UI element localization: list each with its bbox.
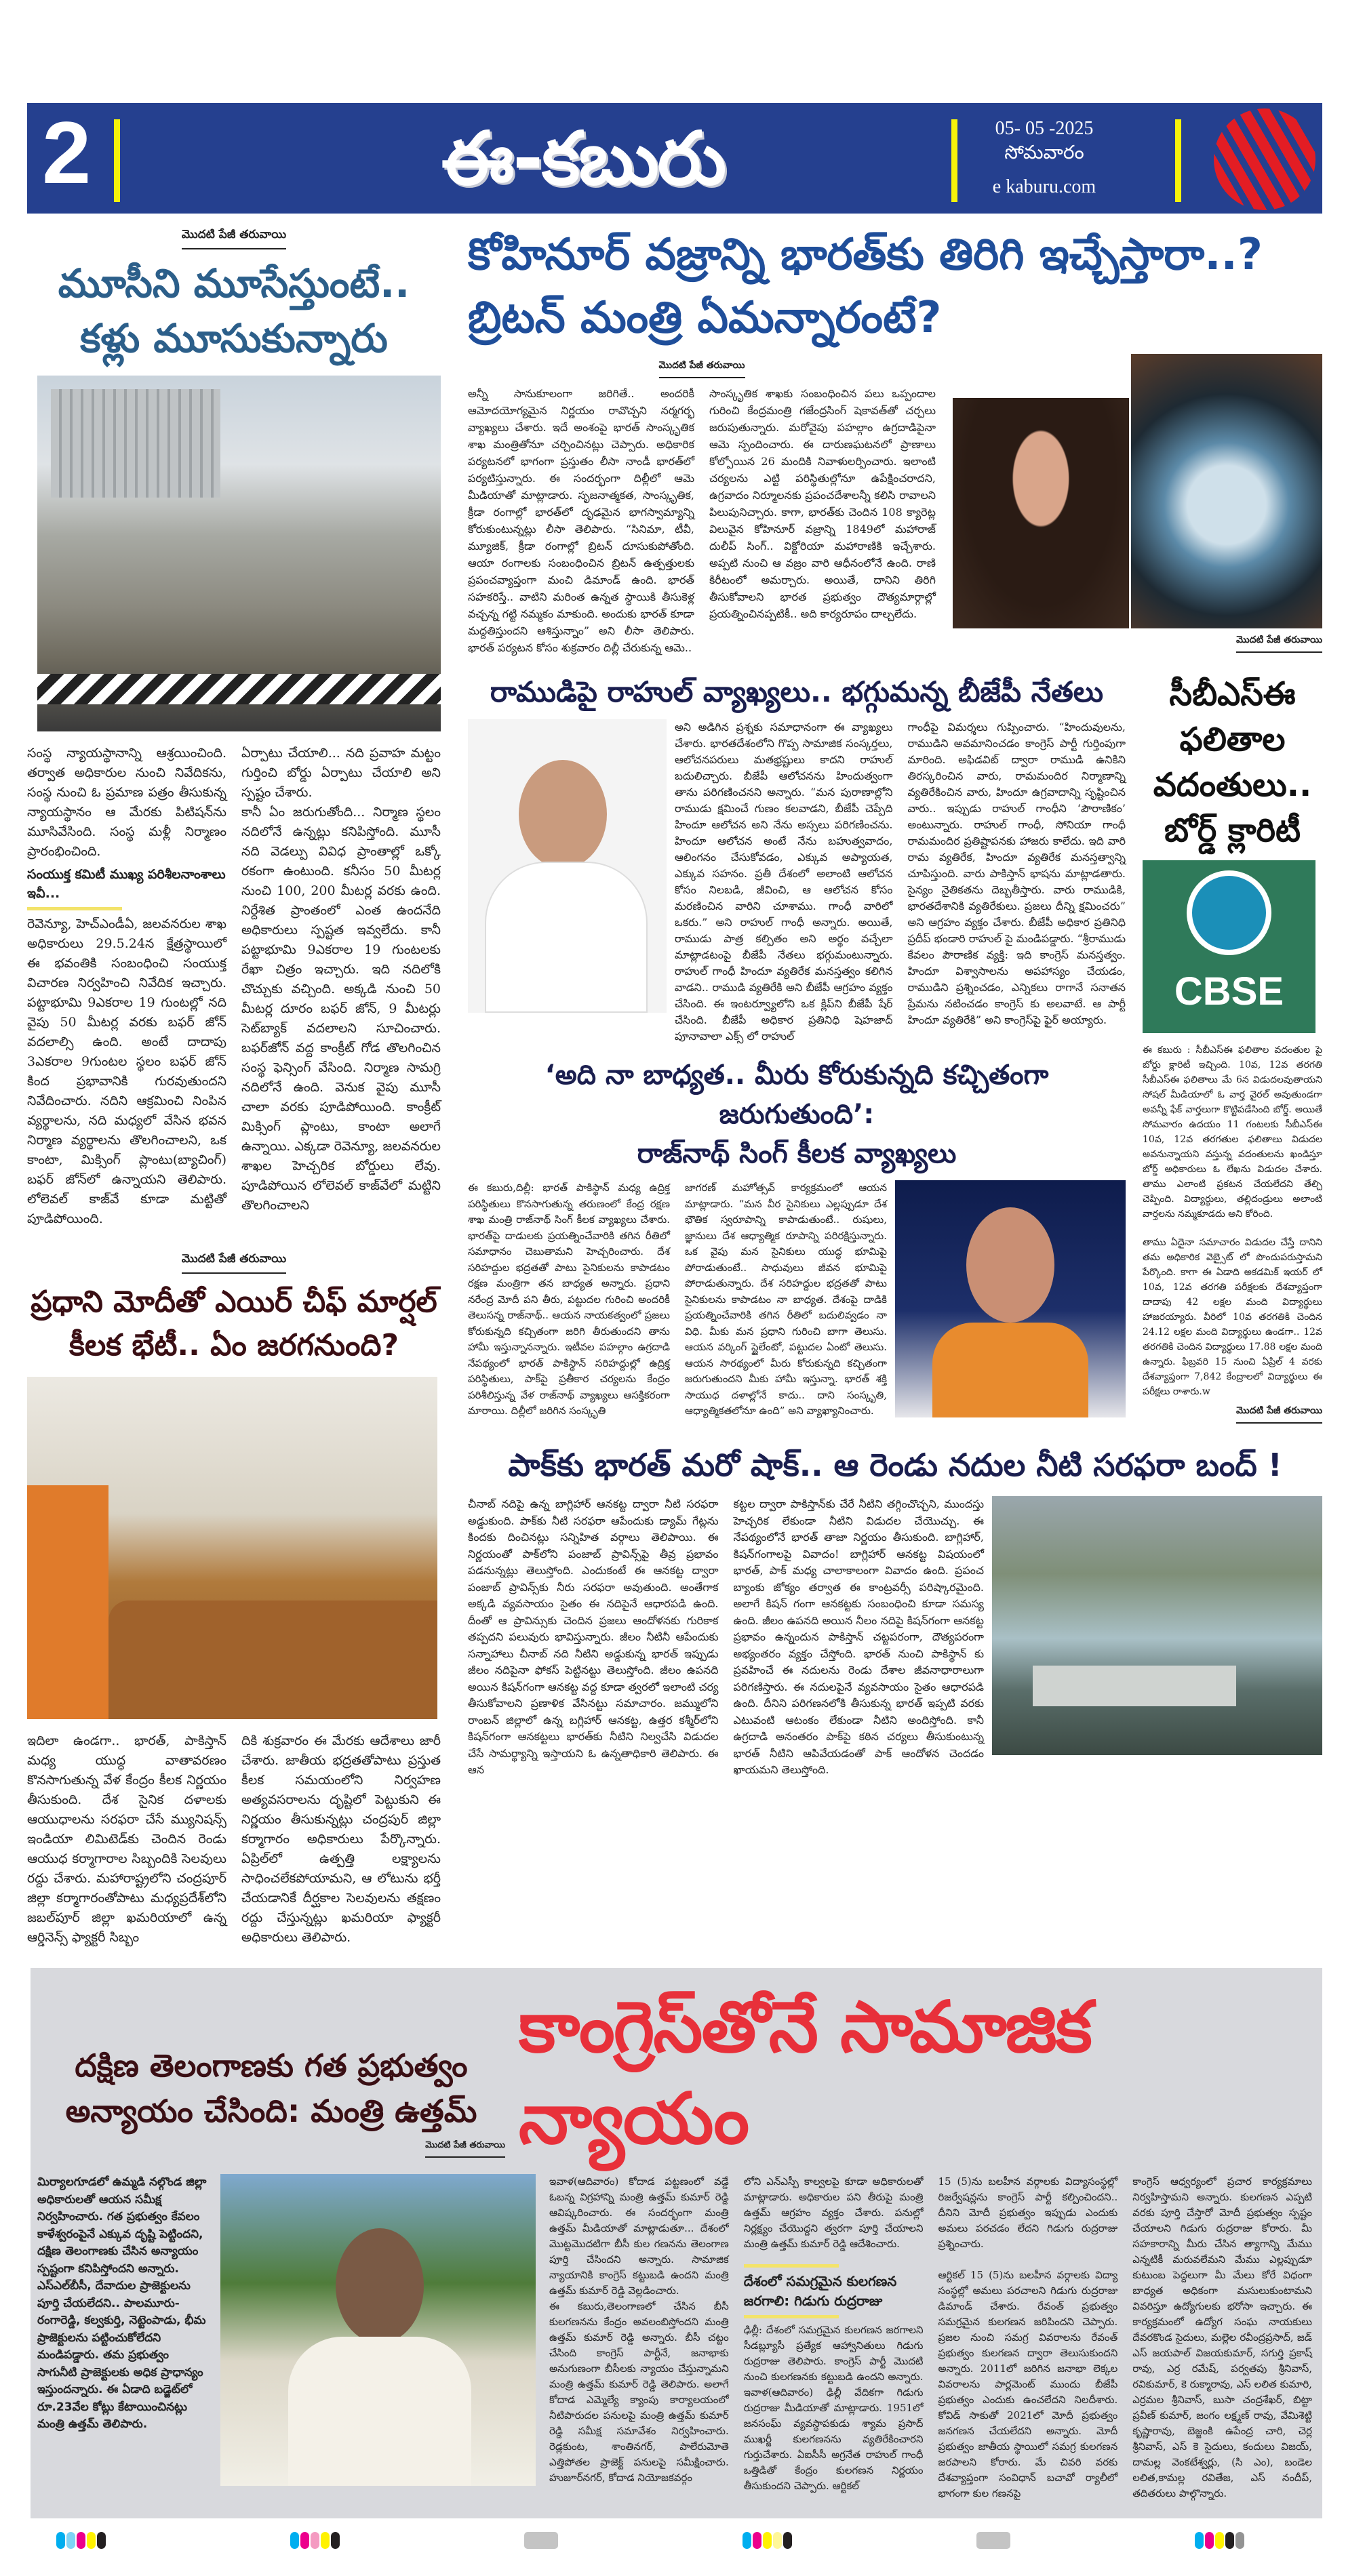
congress-body-row (37, 2174, 1312, 2501)
congress-body (549, 2174, 1312, 2501)
continued-label: మొదటి పేజీ తరువాయి (182, 228, 286, 249)
color-registration-mark (743, 2532, 792, 2549)
color-registration-mark (290, 2532, 340, 2549)
header (0, 0, 1346, 224)
congress-body-text: ఇవాళ(ఆదివారం) కోదాడ పట్టణంలో వడ్డే ఓబన్న విగ్రహాన్ని మంత్రి ఉత్తమ్ కుమార్ రెడ్డి ఆవిష్కరించారు. ఈ సందర్భంగా మంత్రి ఉత్తమ్ మీడియాతో మాట్లాడుతూ... దేశంలో మొట్టమొదటిగా బీసీ కుల గణనను తెలంగాణ పూర్తి చేసిందని అన్నారు. సామాజిక న్యాయానికి కాంగ్రెస్ కట్టుబడి ఉందని మంత్రి ఉత్తమ్ కుమార్ రెడ్డి వెల్లడించారు. ఈ కబురు,తెలంగాణలో చేసిన బీసీ కులగణనను కేంద్రం అవలంబిస్తోందని మంత్రి ఉత్తమ్ కుమార్ రెడ్డి అన్నారు. బీసీ చట్టం చేసింది కాంగ్రెస్ పార్టీనే, జనాభాకు అనుగుణంగా బీసీలకు న్యాయం చేస్తున్నామని మంత్రి ఉత్తమ్ కుమార్ రెడ్డి తెలిపారు. అలాగే కోదాడ ఎమ్మెల్యే క్యాంపు కార్యాలయంలో నీటిపారుదల పనులపై మంత్రి ఉత్తమ్ కుమార్ రెడ్డి సమీక్ష సమావేశం నిర్వహించారు. రెడ్లకుంట, శాంతినగర్, పాలేరుమోతె ఎత్తిపోతల ప్రాజెక్ట్ పనులపై సమీక్షించారు. హుజూర్‌నగర్, కోదాడ నియోజకవర్గం (549, 2175, 729, 2484)
rajnath-body-text: ఈ కబురు,దిల్లీ: భారత్ పాకిస్థాన్ మధ్య ఉద్రిక్త పరిస్థితులు కొనసాగుతున్న తరుణంలో కేంద్ర రక్షణ శాఖ మంత్రి రాజ్‌నాథ్ సింగ్ కీలక వ్యాఖ్యలు చేశారు. భారత్‌పై దాడులకు ప్రయత్నించేవారికి తగిన రీతిలో సమాధానం చెబుతామని హెచ్చరించారు. దేశ సరిహద్దుల భద్రతతో పాటు సైనికులను కాపాడటం రక్షణ మంత్రిగా తన బాధ్యత అన్నారు. ప్రధాని నరేంద్ర మోదీ పని తీరు, పట్టుదల గురించి అందరికీ తెలుసన్న రాజ్‌నాథ్.. ఆయన నాయకత్వంలో ప్రజలు కోరుకున్నది కచ్చితంగా జరిగి తీరుతుందని తాను హామీ ఇస్తున్నానన్నారు. ఇటీవల పహల్గాం ఉగ్రదాడి నేపథ్యంలో భారత్ పాకిస్థాన్ సరిహద్దుల్లో ఉద్రిక్త పరిస్థితులు, పాక్‌పై ప్రతీకార చర్యలను కేంద్రం పరిశీలిస్తున్న వేళ రాజ్‌నాథ్ వ్యాఖ్యలు ఆసక్తికరంగా మారాయి. దిల్లీలో జరిగిన సంస్కృతి (468, 1182, 670, 1417)
musi-body-text: సంస్థ న్యాయస్థానాన్ని ఆశ్రయించింది. తర్వాత అధికారుల నుంచి నివేదికను, సంస్థ నుంచి ఓ ప్రమాణ పత్రం తీసుకున్న న్యాయస్థానం ఆ మేరకు పిటిషన్‌ను మూసివేసింది. సంస్థ మళ్లీ నిర్మాణం ప్రారంభించింది. (27, 746, 226, 860)
pak-body (468, 1496, 984, 1779)
gray-registration-mark (976, 2532, 1010, 2549)
kohinoor-row (468, 354, 1322, 660)
left-column (27, 224, 441, 1948)
musi-body-text: ఏర్పాటు చేయాలి... నది ప్రవాహ మట్టం గుర్తించి బోర్డు ఏర్పాటు చేయాలి అని స్పష్టం చేశారు. కానీ ఏం జరుగుతోంది... నిర్మాణ స్థలం నదిలోనే ఉన్నట్లు కనిపిస్తోంది. మూసీ నది వెడల్పు వివిధ ప్రాంతాల్లో ఒక్కో రకంగా ఉంటుంది. కనీసం 50 మీటర్ల నుంచి 100, 200 మీటర్ల వరకు ఉంది. నిర్దేశిత ప్రాంతంలో ఎంత ఉందనేది అధికారులు స్పష్టత ఇవ్వలేదు. కానీ పట్టాభూమి 9ఎకరాల 19 గుంటలకు రేఖా చిత్రం ఇచ్చారు. ఇది నదిలోకి చొచ్చుకు వచ్చింది. అక్కడి నుంచి 50 మీటర్ల దూరం బఫర్ జోన్, 9 మీటర్లు సెట్‌బ్యాక్ వదలాలని సూచించారు. బఫర్‌జోన్ వద్ద కాంక్రీట్ గోడ తొలగించిన సంస్థ ఫెన్సింగ్ వేసింది. నిర్మాణ సామగ్రి నదిలోనే ఉంది. వెనుక వైపు మూసీ చాలా వరకు పూడిపోయింది. కాంక్రీట్ మిక్సింగ్ ప్లాంటు, కాంటా అలాగే ఉన్నాయి. ఎక్కడా రెవెన్యూ, జలవనరుల శాఖల హెచ్చరిక బోర్డులు లేవు. పూడిపోయిన లోలెవల్ కాజ్‌వేలో మట్టిని తొలగించాలని (241, 746, 441, 1213)
divider (744, 2264, 839, 2268)
congress-headline-row (37, 1981, 1312, 2165)
congress-body-text: ఢిల్లీ: దేశంలో సమగ్రమైన కులగణన జరగాలని సీడబ్ల్యూసీ ప్రత్యేక ఆహ్వానితులు గిడుగు రుద్రరాజు తెలిపారు. కాంగ్రెస్ పార్టీ మొదటి నుంచి కులగణనకు కట్టుబడి ఉందని అన్నారు. ఇవాళ(ఆదివారం) ఢిల్లీ వేదికగా గిడుగు రుద్రరాజు మీడియాతో మాట్లాడారు. 1951లో జనసంఘ్ వ్యవస్థాపకుడు శ్యామ ప్రసాద్ ముఖర్జీ కులగణనను వ్యతిరేకించారని గుర్తుచేశారు. ఏఐసీసీ అగ్రనేత రాహుల్ గాంధీ ఒత్తిడితో కేంద్రం కులగణన నిర్ణయం తీసుకుందని చెప్పారు. ఆర్టికల్ (743, 2324, 924, 2493)
rajnath-headline-line1: ‘అది నా బాధ్యత.. మీరు కోరుకున్నది కచ్చితంగా జరుగుతుంది’: (545, 1060, 1049, 1131)
middle-column (468, 672, 1126, 1431)
uttam-side-headline (37, 2043, 505, 2165)
rahul-body (675, 719, 1126, 1045)
musi-construction-photo (37, 376, 441, 731)
musi-body (27, 744, 441, 1229)
kohinoor-diamond-photo (1131, 354, 1322, 628)
modi-body (27, 1731, 441, 1948)
uttam-side-headline-line1: దక్షిణ తెలంగాణకు గత ప్రభుత్వం (75, 2047, 468, 2085)
kohinoor-headline-line1: కోహినూర్ వజ్రాన్ని భారత్‌కు తిరిగి ఇచ్చేస్తారా..? (468, 230, 1263, 280)
page-number: 2 (42, 103, 92, 202)
pak-row (468, 1496, 1322, 1779)
congress-main-headline: కాంగ్రెస్‌తోనే సామాజిక న్యాయం (519, 1986, 1091, 2160)
rudraraju-subheading: దేశంలో సమగ్రమైన కులగణన జరగాలి: గిడుగు రుద్రరాజు (743, 2273, 897, 2310)
issue-date: 05- 05 -2025 (995, 118, 1094, 139)
kohinoor-body-text: అన్నీ సానుకూలంగా జరిగితే.. అందరికీ ఆమోదయోగ్యమైన నిర్ణయం రావొచ్చని నర్మగర్భ వ్యాఖ్యలు చేశారు. ఇదే అంశంపై భారత్ సాంస్కృతిక శాఖ మంత్రితోనూ చర్చించినట్లు చెప్పారు. అధికారిక పర్యటనలో భాగంగా ప్రస్తుతం లీసా నాండీ భారత్‌లో పర్యటిస్తున్నారు. ఈ సందర్భంగా దిల్లీలో ఆమె మీడియాతో మాట్లాడారు. సృజనాత్మకత, సాంస్కృతిక, క్రీడా రంగాల్లో భారత్‌లో దృఢమైన భాగస్వామ్యాన్ని కోరుకుంటున్నట్లు లీసా తెలిపారు. “సినిమా, టీవీ, మ్యూజిక్, క్రీడా రంగాల్లో బ్రిటన్ దూసుకుపోతోంది. ఆయా రంగాలకు సంబంధించిన బ్రిటన్ ఉత్పత్తులకు ప్రపంచవ్యాప్తంగా మంచి డిమాండ్ ఉంది. భారత్ సహకరిస్తే.. వాటిని మరింత ఉన్నత స్థాయికి తీసుకెళ్ల వచ్చన్న గట్టి నమ్మకం మాకుంది. అందుకు భారత్ కూడా మద్దతిస్తుందని ఆశిస్తున్నాం” అని లీసా తెలిపారు. భారత్ పర్యటన కోసం శుక్రవారం దిల్లీ చేరుకున్న ఆమె.. (468, 386, 694, 654)
pak-body-text: చీనాబ్ నదిపై ఉన్న బాగ్లిహార్ ఆనకట్ట ద్వారా నీటి సరఫరా అడ్డుకుంది. పాక్‌కు నీటి సరఫరా ఆపేందుకు డ్యామ్ గేట్లను కిందకు దించినట్లు సన్నిహిత వర్గాలు తెలిపాయి. ఈ నిర్ణయంతో పాక్‌లోని పంజాబ్ ప్రావిన్స్‌పై తీవ్ర ప్రభావం పడనున్నట్లు తెలుస్తోంది. ఎందుకంటే ఈ ఆనకట్ట ద్వారా పంజాబ్ ప్రావిన్స్‌కు నీరు సరఫరా అవుతుంది. అంతేగాక అక్కడి వ్యవసాయం సైతం ఈ నదిపైనే ఆధారపడి ఉంది. దీంతో ఆ ప్రావిన్సుకు చెందిన ప్రజలు ఆందోళనకు గురికాక తప్పదని పలువురు భావిస్తున్నారు. జీలం నీటినీ ఆపేందుకు సన్నాహాలు చీనాబ్ నది నీటిని అడ్డుకున్న భారత్ ఇప్పుడు జీలం నదిపైనా ఫోకస్ పెట్టినట్టు తెలుస్తోంది. జీలం ఉపనది అయిన కిషన్‌గంగా ఆనకట్ట వద్ద కూడా త్వరలో ఇలాంటి చర్య తీసుకోవాలని ప్రణాళిక వేసినట్టు సమాచారం. జమ్ములోని రాంబన్ జిల్లాలో ఉన్న బగ్లిహార్ ఆనకట్ట, ఉత్తర కశ్మీర్‌లోని కిషన్‌గంగా ఆనకట్టలు భారత్‌కు నీటిని నిల్వచేసి విడుదల చేసే సామర్థ్యాన్ని ఇస్తాయని ఓ ఉన్నతాధికారి తెలిపారు. ఈ ఆన (468, 1497, 719, 1777)
modi-headline: ప్రధాని మోదీతో ఎయిర్ చీఫ్ మార్షల్ కీలక భేటీ.. ఏం జరగనుంది? (31, 1285, 437, 1363)
congress-body-text: లోని ఎన్ఎస్పీ కాల్వలపై కూడా అధికారులతో మాట్లాడారు. అధికారుల పని తీరుపై మంత్రి ఉత్తమ్ ఆగ్రహం వ్యక్తం చేశారు. పనుల్లో నిర్లక్ష్యం చేయొద్దని త్వరగా పూర్తి చేయాలని మంత్రి ఉత్తమ్ కుమార్ రెడ్డి ఆదేశించారు. (743, 2175, 924, 2251)
congress-body-text: 15 (5)ను బలహీన వర్గాలకు విద్యాసంస్థల్లో రిజర్వేషన్లను కాంగ్రెస్ పార్టీ కల్పించిందని.. దీనిని మోదీ ప్రభుత్వం ఇప్పుడు ఎందుకు అమలు పరచడం లేదని గిడుగు రుద్రరాజు ప్రశ్నించారు. ఆర్టికల్ 15 (5)ను బలహీన వర్గాలకు విద్యా సంస్థల్లో అమలు పరచాలని గిడుగు రుద్రరాజు డిమాండ్ చేశారు. రేవంత్ ప్రభుత్వం సమగ్రమైన కులగణన జరిపిందని చెప్పారు. ప్రజల నుంచి సమగ్ర వివరాలను రేవంత్ ప్రభుత్వం కులగణన ద్వారా తెలుసుకుందని అన్నారు. 2011లో జరిగిన జనాభా లెక్కల వివరాలను పార్లమెంట్ ముందు బీజేపీ ప్రభుత్వం ఎందుకు ఉంచలేదని నిలదీశారు. కోవిడ్ సాకుతో 2021లో మోదీ ప్రభుత్వం జనగణన చేయలేదని అన్నారు. మోదీ ప్రభుత్వం జాతీయ స్థాయిలో సమగ్ర కులగణన జరపాలని కోరారు. మే చివరి వరకు దేశవ్యాప్తంగా సంవిధాన్ బచావో ర్యాలీలో భాగంగా కుల గణనపై (938, 2175, 1118, 2500)
date-block (976, 117, 1112, 199)
cbse-body-text: తాము ఏదైనా సమాచారం విడుదల చేస్తే దానిని తమ అధికారిక వెబ్సైట్ లో పొందుపరుస్తామని పేర్కొంది. కాగా ఈ ఏడాది అకడమిక్ ఇయర్ లో 10వ, 12వ తరగతి పరీక్షలకు దేశవ్యాప్తంగా దాదాపు 42 లక్షల మంది విద్యార్థులు హాజరయ్యారు. వీరిలో 10వ తరగతికి చెందిన 24.12 లక్షల మంది విద్యార్థులు ఉండగా.. 12వ తరగతికి చెందిన విద్యార్థులు 17.88 లక్షల మంది ఉన్నారు. ఫిబ్రవరి 15 నుంచి ఏప్రిల్ 4 వరకు దేశవ్యాప్తంగా 7,842 కేంద్రాలలో విద్యార్థులు ఈ పరీక్షలు రాశారు.w (1143, 1237, 1322, 1398)
divider (1175, 119, 1181, 202)
website-link[interactable]: e kaburu.com (992, 176, 1096, 197)
cbse-emblem-icon (1187, 870, 1271, 955)
continued-label: మొదటి పేజీ తరువాయి (659, 360, 745, 378)
rajnath-headline (468, 1055, 1126, 1173)
middle-row (468, 672, 1322, 1431)
rajnath-singh-photo (895, 1180, 1126, 1417)
rahul-body-text: అని అడిగిన ప్రశ్నకు సమాధానంగా ఈ వ్యాఖ్యలు చేశారు. భారతదేశంలోని గొప్ప సామాజిక సంస్కర్తలు, ఆలోచనపరులు మతభ్రష్టులు కాదని రాహుల్ బదులిచ్చారు. బీజేపీ ఆలోచనను హిందుత్వంగా తాను పరిగణించనని అన్నారు. “మన పురాణాల్లోని రాముడు క్షమించే గుణం కలవాడని, బీజేపీ చెప్పేది హిందూ ఆలోచన అని నేను అస్సలు పరిగణించను. హిందూ ఆలోచన అంటే నేను బహుత్వవాదం, ఆలింగనం చేసుకోవడం, ఎక్కువ అప్యాయత, ఎక్కువ సహనం. ప్రతీ దేశంలో అలాంటి ఆలోచన కోసం నిలబడి, జీవించి, ఆ ఆలోచన కోసం మరణించిన వారిని చూశాము. గాంధీ వారిలో ఒకరు.” అని రాహుల్ గాంధీ అన్నారు. అయితే, రాముడు పాత్ర కల్పితం అని అర్థం వచ్చేలా మాట్లాడటంపై బీజేపీ నేతలు భగ్గుమంటున్నారు. రాహుల్ గాంధీ హిందూ వ్యతిరేక మనస్తత్వం కలిగిన వాడని.. రాముడి వ్యతిరేకి అని బీజేపీ ఆగ్రహం వ్యక్తం చేసింది. ఈ ఇంటర్వ్యూలోని ఒక క్లిప్‌ని బీజేపీ షేర్ చేసింది. బీజేపీ అధికార ప్రతినిధి షెహజాద్ పూనావాలా ఎక్స్ లో రాహుల్ (675, 721, 893, 1043)
pak-headline: పాక్‌కు భారత్ మరో షాక్.. ఆ రెండు నదుల నీటి సరఫరా బంద్ ! (508, 1447, 1282, 1484)
pak-body-text: కట్టల ద్వారా పాకిస్తాన్‌కు చేరే నీటిని తగ్గించొచ్చని, ముందస్తు హెచ్చరిక లేకుండా నీటిని విడుదల చేయొచ్చు. ఈ నేపథ్యంలోనే భారత్ తాజా నిర్ణయం తీసుకుంది. బాగ్లిహార్, కిషన్‌గంగాలపై వివాదం! బాగ్లిహార్ ఆనకట్ట విషయంలో భారత్, పాక్ మధ్య చాలాకాలంగా వివాదం ఉంది. ప్రపంచ బ్యాంకు జోక్యం తర్వాత ఈ కాంట్రవర్సీ పరిష్కారమైంది. అలాగే కిషన్ గంగా ఆనకట్టకు సంబంధించి కూడా సమస్య ఉంది. జీలం ఉపనది అయిన నీలం నదిపై కిషన్‌గంగా ఆనకట్ట ప్రభావం ఉన్నందున పాకిస్తాన్ చట్టపరంగా, దౌత్యపరంగా అభ్యంతరం వ్యక్తం చేస్తోంది. భారత్ నుంచి పాకిస్థాన్ కు ప్రవహించే ఈ నదులను రెండు దేశాల జీవనాధారాలుగా పరిగణిస్తారు. ఈ నదులపైనే వ్యవసాయం సైతం ఆధారపడి ఉంది. దీనిని పరిగణనలోకి తీసుకున్న భారత్ ఇప్పటి వరకు ఎటువంటి ఆటంకం లేకుండా నీటిని అందిస్తోంది. కానీ ఉగ్రదాడి అనంతరం పాక్‌పై కఠిన చర్యలు తీసుకుంటున్న భారత్ నీటిని ఆపివేయడంతో పాక్ ఆందోళన చెందడం ఖాయమని తెలుస్తోంది. (733, 1497, 984, 1777)
divider (951, 119, 957, 202)
color-registration-mark (1195, 2532, 1244, 2549)
kohinoor-body-text: సాంస్కృతిక శాఖకు సంబంధించిన పలు ఒప్పందాల గురించి కేంద్రమంత్రి గజేంద్రసింగ్ షెకావత్‌తో చర్చలు జరుపుతున్నారు. మరోవైపు పహల్గాం ఉగ్రదాడిపైనా ఆమె స్పందించారు. ఈ దారుణఘటనలో ప్రాణాలు కోల్పోయిన 26 మందికి నివాళులర్పించారు. ఇలాంటి చర్యలను ఎట్టి పరిస్థితుల్లోనూ ఉపేక్షించరాదని, ఉగ్రవాదం నిర్మూలనకు ప్రపంచదేశాలన్నీ కలిసి రావాలని పిలుపునిచ్చారు. కాగా, భారత్‌కు చెందిన 108 క్యారెట్ల విలువైన కోహినూర్ వజ్రాన్ని 1849లో మహారాజ్ దులీప్ సింగ్.. విక్టోరియా మహారాణికి ఇచ్చేశారు. అప్పటి నుంచి ఆ వజ్రం వారి ఆధీనంలోనే ఉంది. రాణి కిరీటంలో అమర్చారు. అయితే, దానిని తిరిగి తీసుకోవాలని భారత ప్రభుత్వం దౌత్యమార్గాల్లో ప్రయత్నించినప్పటికీ.. అది కార్యరూపం దాల్చలేదు. (709, 386, 936, 620)
masthead-title: ఈ-కబురు (441, 117, 726, 201)
musi-body-text: రెవెన్యూ, హెచ్ఎండీఏ, జలవనరుల శాఖ అధికారులు 29.5.24న క్షేత్రస్థాయిలో ఈ భవంతికి సంబంధించి సంయుక్త విచారణ నిర్వహించి నివేదిక ఇచ్చారు. పట్టాభూమి 9ఎకరాల 19 గుంటల్లో నది వైపు 50 మీటర్ల వరకు బఫర్ జోన్ వదలాల్సి ఉంది. అంటే దాదాపు 3ఎకరాల 9గుంటల స్థలం బఫర్ జోన్ కింద ప్రభావానికి గురవుతుందని నివేదించారు. నదిని ఆక్రమించి నింపిన వ్యర్థాలను, నది మధ్యలో వేసిన భవన నిర్మాణ వ్యర్థాలను తొలగించాలని, ఒక కాంటా, మిక్సింగ్ ప్లాంటు(బ్యాచింగ్) బఫర్ జోన్‌లో ఉన్నాయని తెలిపారు. లోలెవల్ కాజ్‌వే కూడా మట్టితో పూడిపోయింది. (27, 917, 226, 1227)
rajnath-headline-line2: రాజ్‌నాథ్ సింగ్ కీలక వ్యాఖ్యలు (637, 1138, 957, 1170)
gray-registration-mark (524, 2532, 558, 2549)
cbse-logo (1143, 860, 1315, 1033)
color-registration-mark (56, 2532, 106, 2549)
right-area (468, 224, 1322, 1948)
divider (27, 907, 122, 910)
rajnath-row (468, 1180, 1126, 1420)
modi-body-text: ఇదిలా ఉండగా.. భారత్, పాకిస్తాన్ మధ్య యుద్ధ వాతావరణం కొనసాగుతున్న వేళ కేంద్రం కీలక నిర్ణయం తీసుకుంది. దేశ సైనిక దళాలకు ఆయుధాలను సరఫరా చేసే మ్యునిషన్స్ ఇండియా లిమిటెడ్‌కు చెందిన రెండు ఆయుధ కర్మాగారాల సిబ్బందికి సెలవులు రద్దు చేశారు. మహారాష్ట్రలోని చంద్రపూర్ జిల్లా కర్మాగారంతోపాటు మధ్యప్రదేశ్‌లోని జబల్‌పూర్ జిల్లా ఖమరియాలో ఉన్న ఆర్డినెన్స్ ఫ్యాక్టరీ సిబ్బం (27, 1733, 226, 1946)
divider (744, 2315, 839, 2318)
issue-weekday: సోమవారం (1004, 142, 1084, 163)
cbse-headline: సీబీఎస్ఈ ఫలితాల వదంతులు.. బోర్డ్ క్లారిటీ (1153, 675, 1312, 850)
cbse-logo-text: CBSE (1174, 969, 1284, 1014)
continued-label: మొదటి పేజీ తరువాయి (1236, 1405, 1322, 1424)
musi-subheading: సంయుక్త కమిటీ ముఖ్య పరిశీలనాంశాలు ఇవీ... (27, 867, 226, 901)
divider (114, 119, 120, 202)
lisa-nandy-photo (953, 398, 1129, 628)
congress-feature-panel (31, 1968, 1322, 2518)
dam-photo (992, 1496, 1322, 1755)
cbse-body-text: ఈ కబురు : సీబీఎస్ఈ ఫలితాల వదంతుల పై బోర్డు క్లారిటీ ఇచ్చింది. 10వ, 12వ తరగతి సీబీఎస్ఈ ఫలితాలు మే 6న విడుదలవుతాయని సోషల్ మీడియాలో ఓ వార్త వైరల్ అవుతుండగా అవన్నీ ఫేక్ వార్తలుగా కొట్టిపడేసింది బోర్డ్. అయితే సోమవారం ఉదయం 11 గంటలకు సీబీఎస్ఈ 10వ, 12వ తరగతుల ఫలితాలు విడుదల అవనున్నాయని వస్తున్న వదంతులను ఖండిస్తూ బోర్డ్ అధికారులు ఓ లేఖను విడుదల చేశారు. తాము ఎలాంటి ప్రకటన చేయలేదని తేల్చి చెప్పింది. విద్యార్థులు, తల్లిదండ్రులు అలాంటి వార్తలను నమ్మకూడదు అని కోరింది. (1143, 1045, 1322, 1220)
uttam-side-headline-line2: అన్యాయం చేసింది: మంత్రి ఉత్తమ్ (65, 2092, 477, 2129)
rajnath-body-text: జాగరణ్ మహోత్సవ్ కార్యక్రమంలో ఆయన మాట్లాడారు. “మన వీర సైనికులు ఎల్లప్పుడూ దేశ భౌతిక స్వరూపాన్ని కాపాడుతుంటే.. రుషులు, జ్ఞానులు దేశ ఆధ్యాత్మిక రూపాన్ని పరిరక్షిస్తున్నారు. ఒక వైపు మన సైనికులు యుద్ధ భూమిపై పోరాడుతుంటే.. సాధువులు జీవన భూమిపై పోరాడుతున్నారు. దేశ సరిహద్దుల భద్రతతో పాటు సైనికులను కాపాడటం నా బాధ్యత. దేశంపై దాడికి ప్రయత్నించేవారికి తగిన రీతిలో బదులివ్వడం నా విధి. మీకు మన ప్రధాని గురించి బాగా తెలుసు. ఆయన వర్కింగ్ స్టైలేంటో, పట్టుదల ఏంటో తెలుసు. ఆయన సారథ్యంలో మీరు కోరుకున్నది కచ్చితంగా జరుగుతుందని మీకు హామీ ఇస్తున్నా. భారత్ శక్తి సాయుధ దళాల్లోనే కాదు.. దాని సంస్కృతి, ఆధ్యాత్మికతలోనూ ఉంది” అని వ్యాఖ్యానించారు. (685, 1182, 887, 1417)
uttam-lead-text: మిర్యాలగూడలో ఉమ్మడి నల్గొండ జిల్లా అధికారులతో ఆయన సమీక్ష నిర్వహించారు. గత ప్రభుత్వం కేవలం కాళేశ్వరంపైనే ఎక్కువ దృష్టి పెట్టిందని, దక్షిణ తెలంగాణకు చేసిన అన్యాయం స్పష్టంగా కనిపిస్తోందని అన్నారు. ఎస్ఎల్‌బీసీ, దేవాదుల ప్రాజెక్టులను పూర్తి చేయలేదని.. పాలమూరు-రంగారెడ్డి, కల్వకుర్తి, నెట్టెంపాడు, భీమ ప్రాజెక్టులను పట్టించుకోలేదని మండిపడ్డారు. తమ ప్రభుత్వం సాగునీటి ప్రాజెక్టులకు అధిక ప్రాధాన్యం ఇస్తుందన్నారు. ఈ ఏడాది బడ్జెట్‌లో రూ.23వేల కోట్లు కేటాయించినట్లు మంత్రి ఉత్తమ్ తెలిపారు. (37, 2175, 207, 2432)
modi-meeting-photo (27, 1377, 437, 1719)
cbse-body (1143, 1043, 1322, 1399)
congress-body-text: కాంగ్రెస్ ఆధ్వర్యంలో ప్రచార కార్యక్రమాలు నిర్వహిస్తామని అన్నారు. కులగణన ఎప్పటి వరకు పూర్తి చేస్తారో మోదీ ప్రభుత్వం స్పష్టం చేయాలని గిడుగు రుద్రరాజు కోరారు. మీ సహకారాన్ని మీరు చేసిన త్యాగాన్ని మేము ఎన్నటికీ మరువలేమని మేము ఎల్లప్పుడూ కుటుంబ పెద్దలుగా మీ మేలు కోరే విధంగా బాధ్యత అధికంగా మసులుకుంటామని వివరిస్తూ ఉద్యోగులకు భరోసా ఇచ్చారు. ఈ కార్యక్రమంలో ఉద్యోగ సంఘ నాయకులు దేవరకొండ సైదులు, మల్లెల రవీంద్రప్రసాద్, జడ్ ఎస్ జయపాల్ విజయకుమార్, సగుర్తి ప్రకాష్ రావు, ఎర్ర రమేష్, పర్వతపు శ్రీనివాస్, రవికుమార్, కె రుక్మారావు, ఎస్ లలిత కుమారి, ఎర్రమల శ్రీనివాస్, బుసా చంద్రశేఖర్, బిట్టా ప్రవీణ్ కుమార్, జంగం లక్ష్మణ్ రావు, వేమిశెట్టి కృష్ణారావు, బెజ్జంకి ఉపేంద్ర చారి, చెర్ల శ్రీనివాస్, ఎస్ కె సైదులు, కందులు విజయ్, దామల్ల వెంకటేశ్వర్లు, (సి ఎం), బండెల లలిత,కామల్ల రవితేజ, ఎస్ నందీప్, తదితరులు పాల్గొన్నారు. (1132, 2175, 1312, 2500)
uttam-kumar-reddy-photo (220, 2174, 536, 2486)
musi-headline: మూసీని మూసేస్తుంటే.. కళ్లు మూసుకున్నారు (58, 260, 410, 362)
rahul-headline: రాముడిపై రాహుల్ వ్యాఖ్యలు.. భగ్గుమన్న బీజేపీ నేతలు (490, 675, 1104, 708)
kohinoor-headline (468, 224, 1322, 350)
continued-label: మొదటి పేజీ తరువాయి (182, 1252, 286, 1274)
cbse-column (1143, 672, 1322, 1431)
rahul-body-text: గాంధీపై విమర్శలు గుప్పించారు. “హిందువులను, రాముడిని అవమానించడం కాంగ్రెస్ పార్టీ గుర్తింపుగా మారింది. అఫిడవిట్ ద్వారా రాముడి ఉనికిని తిరస్కరించిన వారు, రామమందిర నిర్మాణాన్ని వ్యతిరేకించిన వారు, హిందూ ఉగ్రవాదాన్ని సృష్టించిన వారు.. ఇప్పుడు రాహుల్ గాంధీని ‘పౌరాణికం’ అంటున్నారు. రాహుల్ గాంధీ, సోనియా గాంధీ రామమందిర ప్రతిష్టాపనకు హాజరు కాలేదు. ఇది వారి రామ వ్యతిరేక, హిందూ వ్యతిరేక మనస్తత్వాన్ని చూపిస్తుంది. వారు పాకిస్తాన్ భాషను మాట్లాడతారు. సైన్యం నైతికతను దెబ్బతీస్తారు. వారు రాముడికి, భారతదేశానికి వ్యతిరేకులు. ప్రజలు దీన్ని క్షమించరు” అని ఆగ్రహం వ్యక్తం చేశారు. బీజేపీ అధికార ప్రతినిధి ప్రదీప్ భండారి రాహుల్ పై మండిపడ్డారు. “శ్రీరాముడు కేవలం పౌరాణిక వ్యక్తి: ఇది కాంగ్రెస్ మనస్తత్వం. హిందూ విశ్వాసాలను అపహాస్యం చేయడం, రాముడిని ప్రశ్నించడం, ఎన్నికలు రాగానే సనాతన ప్రేమను నటించడం కాంగ్రెస్ కు అలవాటే. ఆ పార్టీ హిందూ వ్యతిరేకి” అని కాంగ్రెస్‌పై ఫైర్ అయ్యారు. (907, 721, 1126, 1027)
continued-label: మొదటి పేజీ తరువాయి (1236, 635, 1322, 653)
print-marks (0, 2518, 1346, 2576)
kohinoor-body (468, 385, 936, 656)
rajnath-body (468, 1180, 887, 1420)
rahul-gandhi-photo (468, 719, 667, 1013)
continued-label: మొదటి పేజీ తరువాయి (425, 2140, 505, 2158)
rahul-row (468, 719, 1126, 1045)
brand-logo-icon (1214, 108, 1315, 210)
main-content (0, 224, 1346, 1948)
uttam-lead (37, 2174, 207, 2501)
modi-body-text: దికి శుక్రవారం ఈ మేరకు ఆదేశాలు జారీ చేశారు. జాతీయ భద్రతతోపాటు ప్రస్తుత కీలక సమయంలోని నిర్వహణ అత్యవసరాలను దృష్టిలో పెట్టుకుని ఈ నిర్ణయం తీసుకున్నట్లు చంద్రపుర్ జిల్లా కర్మాగారం అధికారులు పేర్కొన్నారు. ఏప్రిల్‌లో ఉత్పత్తి లక్ష్యాలను సాధించలేకపోయామని, ఆ లోటును భర్తీ చేయడానికే దీర్ఘకాల సెలవులను తక్షణం రద్దు చేస్తున్నట్లు ఖమరియా ఫ్యాక్టరీ అధికారులు తెలిపారు. (241, 1733, 441, 1946)
kohinoor-headline-line2: బ్రిటన్ మంత్రి ఏమన్నారంటే? (468, 292, 942, 343)
